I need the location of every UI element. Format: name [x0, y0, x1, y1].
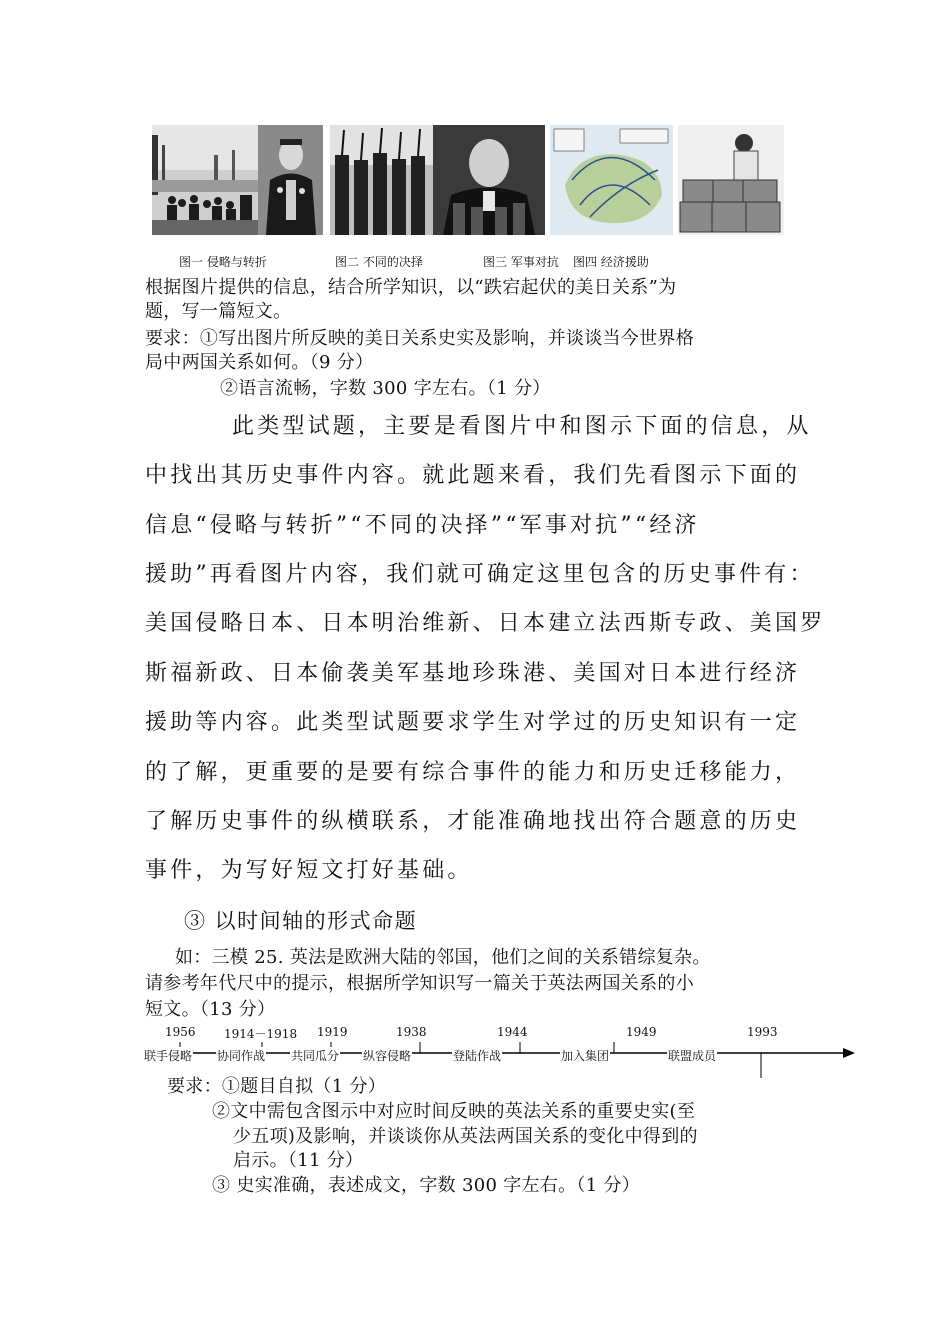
q2-prompt-line: 如：三模 25. 英法是欧洲大陆的邻国，他们之间的关系错综复杂。: [175, 947, 711, 968]
fleet-landing-photo: [152, 125, 258, 235]
timeline-year: 1956: [165, 1025, 196, 1039]
q2-prompt-line: 请参考年代尺中的提示，根据所学知识写一篇关于英法两国关系的小: [145, 973, 694, 994]
analysis-line: 事件，为写好短文打好基础。: [145, 858, 473, 883]
aid-supplies-photo: [678, 125, 784, 235]
figure-caption-4: 图四 经济援助: [573, 255, 649, 269]
timeline-event: 联手侵略: [144, 1049, 193, 1063]
timeline-event: 登陆作战: [453, 1049, 502, 1063]
timeline-year: 1914－1918: [224, 1027, 298, 1041]
q2-prompt-line: 短文。（13 分）: [145, 999, 276, 1020]
q2-requirement-line: 启示。（11 分）: [233, 1150, 364, 1171]
timeline-year: 1919: [317, 1025, 348, 1039]
q1-prompt-line: 根据图片提供的信息，结合所学知识，以“跌宕起伏的美日关系”为: [145, 277, 677, 298]
timeline-year: 1949: [626, 1025, 657, 1039]
pacific-war-map: [550, 125, 673, 235]
q2-requirement-line: ②文中需包含图示中对应时间反映的英法关系的重要史实(至: [212, 1101, 696, 1122]
timeline-year: 1993: [747, 1025, 778, 1039]
analysis-line: 的了解，更重要的是要有综合事件的能力和历史迁移能力，: [145, 760, 801, 785]
analysis-line: 此类型试题，主要是看图片中和图示下面的信息，从: [232, 414, 812, 439]
analysis-line: 信息“侵略与转折”“不同的决择”“军事对抗”“经济: [145, 513, 700, 538]
soldiers-photo: [330, 125, 433, 235]
timeline-year: 1938: [396, 1025, 427, 1039]
section-heading: ③ 以时间轴的形式命题: [184, 909, 418, 933]
timeline-event: 联盟成员: [668, 1049, 717, 1063]
timeline-event: 纵容侵略: [363, 1049, 412, 1063]
q1-requirement-line: ②语言流畅，字数 300 字左右。（1 分）: [220, 378, 551, 399]
q1-prompt-line: 题，写一篇短文。: [145, 301, 292, 322]
q1-requirement-line: 要求：①写出图片所反映的美日关系史实及影响，并谈谈当今世界格: [145, 328, 694, 349]
roosevelt-radio-photo: [433, 125, 545, 235]
timeline-event: 协同作战: [217, 1049, 266, 1063]
analysis-line: 援助等内容。此类型试题要求学生对学过的历史知识有一定: [145, 710, 801, 735]
q2-requirement-line: 要求：①题目自拟（1 分）: [167, 1076, 387, 1097]
analysis-line: 了解历史事件的纵横联系，才能准确地找出符合题意的历史: [145, 809, 801, 834]
q2-requirement-line: ③ 史实准确，表述成文，字数 300 字左右。（1 分）: [212, 1175, 641, 1196]
figure-caption-3: 图三 军事对抗: [483, 255, 559, 269]
analysis-line: 斯福新政、日本偷袭美军基地珍珠港、美国对日本进行经济: [145, 661, 801, 686]
q1-requirement-line: 局中两国关系如何。（9 分）: [145, 352, 374, 373]
q2-requirement-line: 少五项)及影响，并谈谈你从英法两国关系的变化中得到的: [233, 1126, 698, 1147]
analysis-line: 援助”再看图片内容，我们就可确定这里包含的历史事件有：: [145, 562, 815, 587]
timeline-event: 共同瓜分: [291, 1049, 340, 1063]
emperor-portrait-photo: [258, 125, 323, 235]
figure-caption-2: 图二 不同的决择: [335, 255, 423, 269]
analysis-line: 美国侵略日本、日本明治维新、日本建立法西斯专政、美国罗: [145, 611, 826, 636]
timeline-event: 加入集团: [561, 1049, 610, 1063]
analysis-line: 中找出其历史事件内容。就此题来看，我们先看图示下面的: [145, 463, 801, 488]
figure-caption-1: 图一 侵略与转折: [179, 255, 267, 269]
timeline-year: 1944: [497, 1025, 528, 1039]
